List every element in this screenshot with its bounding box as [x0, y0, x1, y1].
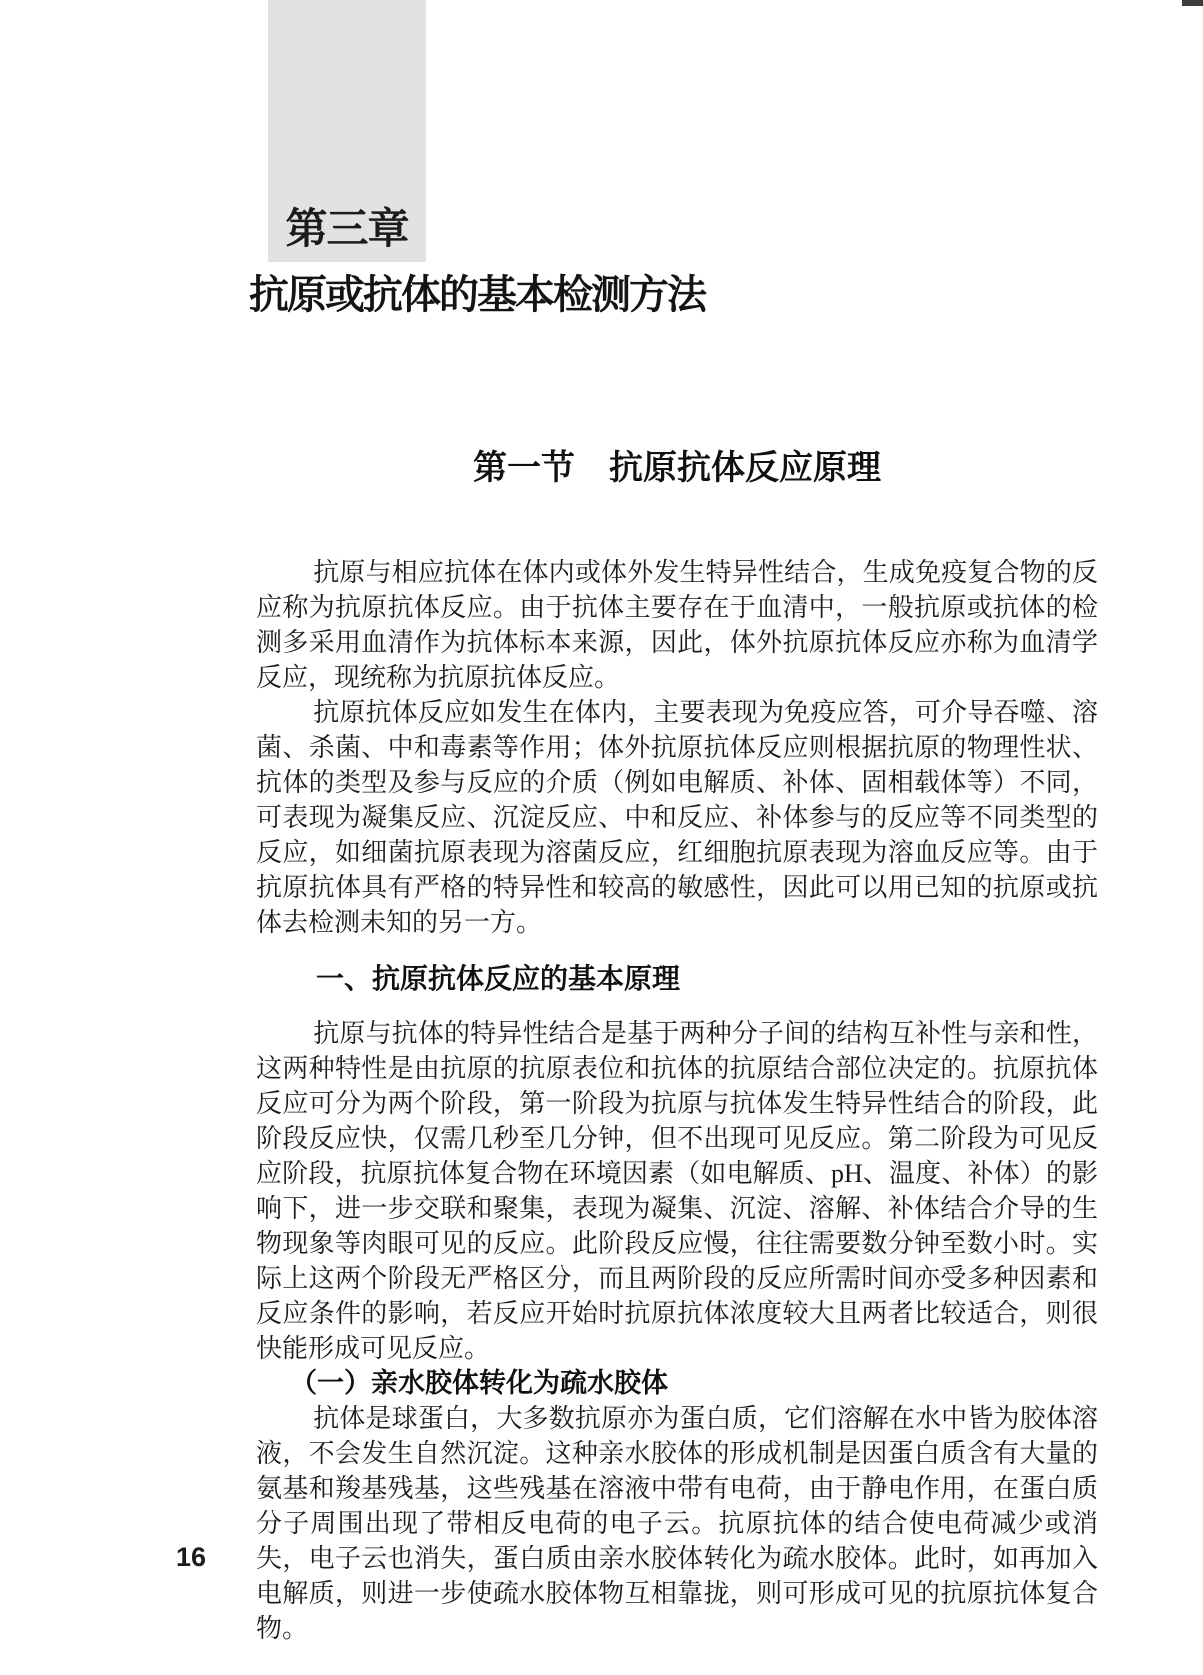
paragraph-two-stages: 抗原与抗体的特异性结合是基于两种分子间的结构互补性与亲和性，这两种特性是由抗原的抗原表位和抗体的抗原结合部位决定的。抗原抗体反应可分为两个阶段，第一阶段为抗原与抗体发生特异性结合的阶段，此阶段反应快，仅需几秒至几分钟，但不出现可见反应。第二阶段为可见反应阶段，抗原抗体复合物在环境因素（如电解质、pH、温度、补体）的影响下，进一步交联和聚集，表现为凝集、沉淀、溶解、补体结合介导的生物现象等肉眼可见的反应。此阶段反应慢，往往需要数分钟至数小时。实际上这两个阶段无严格区分，而且两阶段的反应所需时间亦受多种因素和反应条件的影响，若反应开始时抗原抗体浓度较大且两者比较适合，则很快能形成可见反应。 — [256, 1019, 1098, 1363]
section-heading: 第一节 抗原抗体反应原理 — [473, 450, 881, 487]
chapter-title: 抗原或抗体的基本检测方法 — [249, 273, 705, 317]
chapter-number-label: 第三章 — [285, 205, 409, 252]
page-body — [256, 445, 1098, 1646]
paragraph-colloid-mechanism: 抗体是球蛋白，大多数抗原亦为蛋白质，它们溶解在水中皆为胶体溶液，不会发生自然沉淀。这种亲水胶体的形成机制是因蛋白质含有大量的氨基和羧基残基，这些残基在溶液中带有电荷，由于静电作用，在蛋白质分子周围出现了带相反电荷的电子云。抗原抗体的结合使电荷减少或消失，电子云也消失，蛋白质由亲水胶体转化为疏水胶体。此时，如再加入电解质，则进一步使疏水胶体物互相靠拢，则可形成可见的抗原抗体复合物。 — [256, 1404, 1098, 1643]
subsection-heading-basic-principle: 一、抗原抗体反应的基本原理 — [316, 963, 681, 994]
chapter-tab-box — [268, 0, 426, 262]
paragraph-reaction-types: 抗原抗体反应如发生在体内，主要表现为免疫应答，可介导吞噬、溶菌、杀菌、中和毒素等作用；体外抗原抗体反应则根据抗原的物理性状、抗体的类型及参与反应的介质（例如电解质、补体、固相载体等）不同，可表现为凝集反应、沉淀反应、中和反应、补体参与的反应等不同类型的反应，如细菌抗原表现为溶菌反应，红细胞抗原表现为溶血反应等。由于抗原抗体具有严格的特异性和较高的敏感性，因此可以用已知的抗原或抗体去检测未知的另一方。 — [256, 698, 1098, 937]
scan-corner-artifact — [1182, 0, 1203, 6]
paragraph-antigen-antibody-definition: 抗原与相应抗体在体内或体外发生特异性结合，生成免疫复合物的反应称为抗原抗体反应。由于抗体主要存在于血清中，一般抗原或抗体的检测多采用血清作为抗体标本来源，因此，体外抗原抗体反应亦称为血清学反应，现统称为抗原抗体反应。 — [256, 558, 1098, 692]
subsection-heading-hydrophilic-colloid: （一）亲水胶体转化为疏水胶体 — [290, 1368, 668, 1398]
page-number: 16 — [176, 1542, 207, 1572]
